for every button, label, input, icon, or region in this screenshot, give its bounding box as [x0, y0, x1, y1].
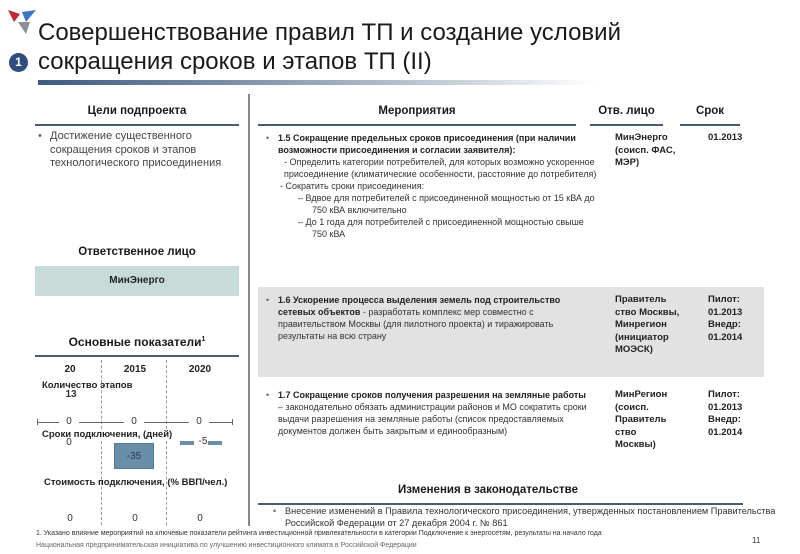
- kpi-header: [35, 335, 239, 349]
- title-underline: [38, 80, 598, 85]
- responsible-col-rule: [590, 124, 663, 126]
- kpi-year-3: 2020: [188, 364, 212, 375]
- kpi-stages-baseline: 13: [65, 389, 77, 400]
- bullet-icon: •: [38, 130, 42, 142]
- kpi-stages-value-1: 0: [59, 416, 79, 427]
- measure-title: 1.6 Ускорение процесса выделения земель под строительство сетевых объектов: [278, 295, 561, 317]
- kpi-label-days: Сроки подключения, (дней): [42, 429, 173, 440]
- legislation-text: Внесение изменений в Правила технологического присоединения, утвержденных постановлением Правительства Российской Федерации от 27 декабря 2004 г. № 861: [285, 506, 776, 528]
- kpi-cost-value-1: 0: [67, 513, 73, 524]
- kpi-grid-line: [166, 360, 167, 525]
- table-row-3-responsible: МинРегион (соисп. Правитель ство Москвы): [615, 389, 668, 450]
- bullet-icon: •: [266, 295, 270, 305]
- goals-header: Цели подпроекта: [87, 105, 187, 117]
- measure-subitem: – Вдвое для потребителей с присоединенной мощностью от 15 кВА до 750 кВА включительно: [298, 193, 595, 215]
- kpi-header-text: Основные показатели: [68, 335, 202, 349]
- table-row-1-measure: [266, 132, 598, 240]
- responsible-box: МинЭнерго: [35, 266, 239, 296]
- measure-line: - Сократить сроки присоединения:: [280, 181, 425, 191]
- table-row-3-measure: [266, 389, 593, 437]
- footnote-marker: 1: [201, 336, 206, 343]
- table-row-1-responsible: МинЭнерго (соисп. ФАС, МЭР): [615, 132, 676, 168]
- page-title: [38, 18, 621, 76]
- kpi-days-value-3: -5: [198, 436, 208, 447]
- column-divider: [248, 94, 250, 526]
- measure-title: 1.5 Сокращение предельных сроков присоединения (при наличии возможности присоединения и согласии заявителя):: [278, 133, 576, 155]
- page-number: 11: [752, 536, 761, 545]
- table-row-2-responsible: Правитель ство Москвы, Минрегион (инициатор МОЭСК): [615, 294, 680, 355]
- kpi-days-bar-2020-left: [180, 441, 194, 445]
- measure-title: 1.7 Сокращение сроков получения разрешения на земляные работы: [278, 390, 586, 400]
- axis-tick: [37, 419, 38, 425]
- table-row-1-deadline: 01.2013: [708, 132, 743, 143]
- measure-text: - разработать комплекс мер совместно с правительством Москвы (для пилотного проекта) и тиражировать результаты на всю страну: [278, 307, 554, 341]
- kpi-header-rule: [35, 355, 239, 357]
- legislation-header-rule: [258, 503, 743, 505]
- kpi-cost-value-2: 0: [132, 513, 138, 524]
- deadline-col-header: Срок: [695, 105, 725, 117]
- kpi-cost-value-3: 0: [197, 513, 203, 524]
- legislation-header: Изменения в законодательстве: [398, 484, 578, 496]
- title-line-2: сокращения сроков и этапов ТП (II): [38, 48, 432, 75]
- measures-header: Мероприятия: [378, 105, 456, 117]
- table-row-2-deadline: Пилот: 01.2013 Внедр: 01.2014: [708, 294, 743, 343]
- bullet-icon: •: [266, 390, 270, 400]
- kpi-label-cost: Стоимость подключения, (% ВВП/чел.): [44, 477, 228, 488]
- goals-header-rule: [35, 124, 239, 126]
- goal-text: Достижение существенного сокращения сроков и этапов технологического присоединения: [50, 130, 222, 169]
- section-number-badge: 1: [9, 53, 28, 72]
- table-row-2-measure: [266, 294, 588, 342]
- kpi-days-value-1: 0: [66, 437, 72, 448]
- goal-item: [38, 130, 240, 171]
- measure-line: - Определить категории потребителей, для которых возможно ускоренное присоединение (климатические особенности, расстояние до потребителя): [284, 157, 597, 179]
- responsible-col-header: Отв. лицо: [598, 105, 655, 117]
- measures-header-rule: [258, 124, 576, 126]
- bullet-icon: •: [266, 133, 270, 143]
- kpi-year-1: 20: [64, 364, 76, 375]
- kpi-days-bar-2020-right: [208, 441, 222, 445]
- deadline-col-rule: [680, 124, 740, 126]
- title-line-1: Совершенствование правил ТП и создание условий: [38, 19, 621, 46]
- footnote: 1. Указано влияние мероприятий на ключевые показатели рейтинга инвестиционной привлекательности в категории Подключение к энергосетям, результаты на начало года: [36, 530, 602, 537]
- bullet-icon: •: [273, 506, 277, 516]
- measure-text: – законодательно обязать администрации районов и МО сократить сроки выдачи разрешения на земляные работы (список предоставляемых документов должен быть закрытым и единообразным): [278, 402, 587, 436]
- measure-subitem: – До 1 года для потребителей с присоединенной мощностью свыше 750 кВА: [298, 217, 584, 239]
- kpi-year-2: 2015: [123, 364, 147, 375]
- kpi-days-bar-2015: -35: [114, 443, 154, 469]
- kpi-label-stages: Количество этапов: [42, 380, 133, 391]
- footer-text: Национальная предпринимательская инициатива по улучшению инвестиционного климата в Российской Федерации: [36, 542, 417, 549]
- table-row-3-deadline: Пилот: 01.2013 Внедр: 01.2014: [708, 389, 743, 438]
- responsible-header: Ответственное лицо: [78, 246, 196, 258]
- legislation-item: [273, 506, 795, 529]
- axis-tick: [232, 419, 233, 425]
- kpi-stages-value-2: 0: [124, 416, 144, 427]
- kpi-stages-value-3: 0: [189, 416, 209, 427]
